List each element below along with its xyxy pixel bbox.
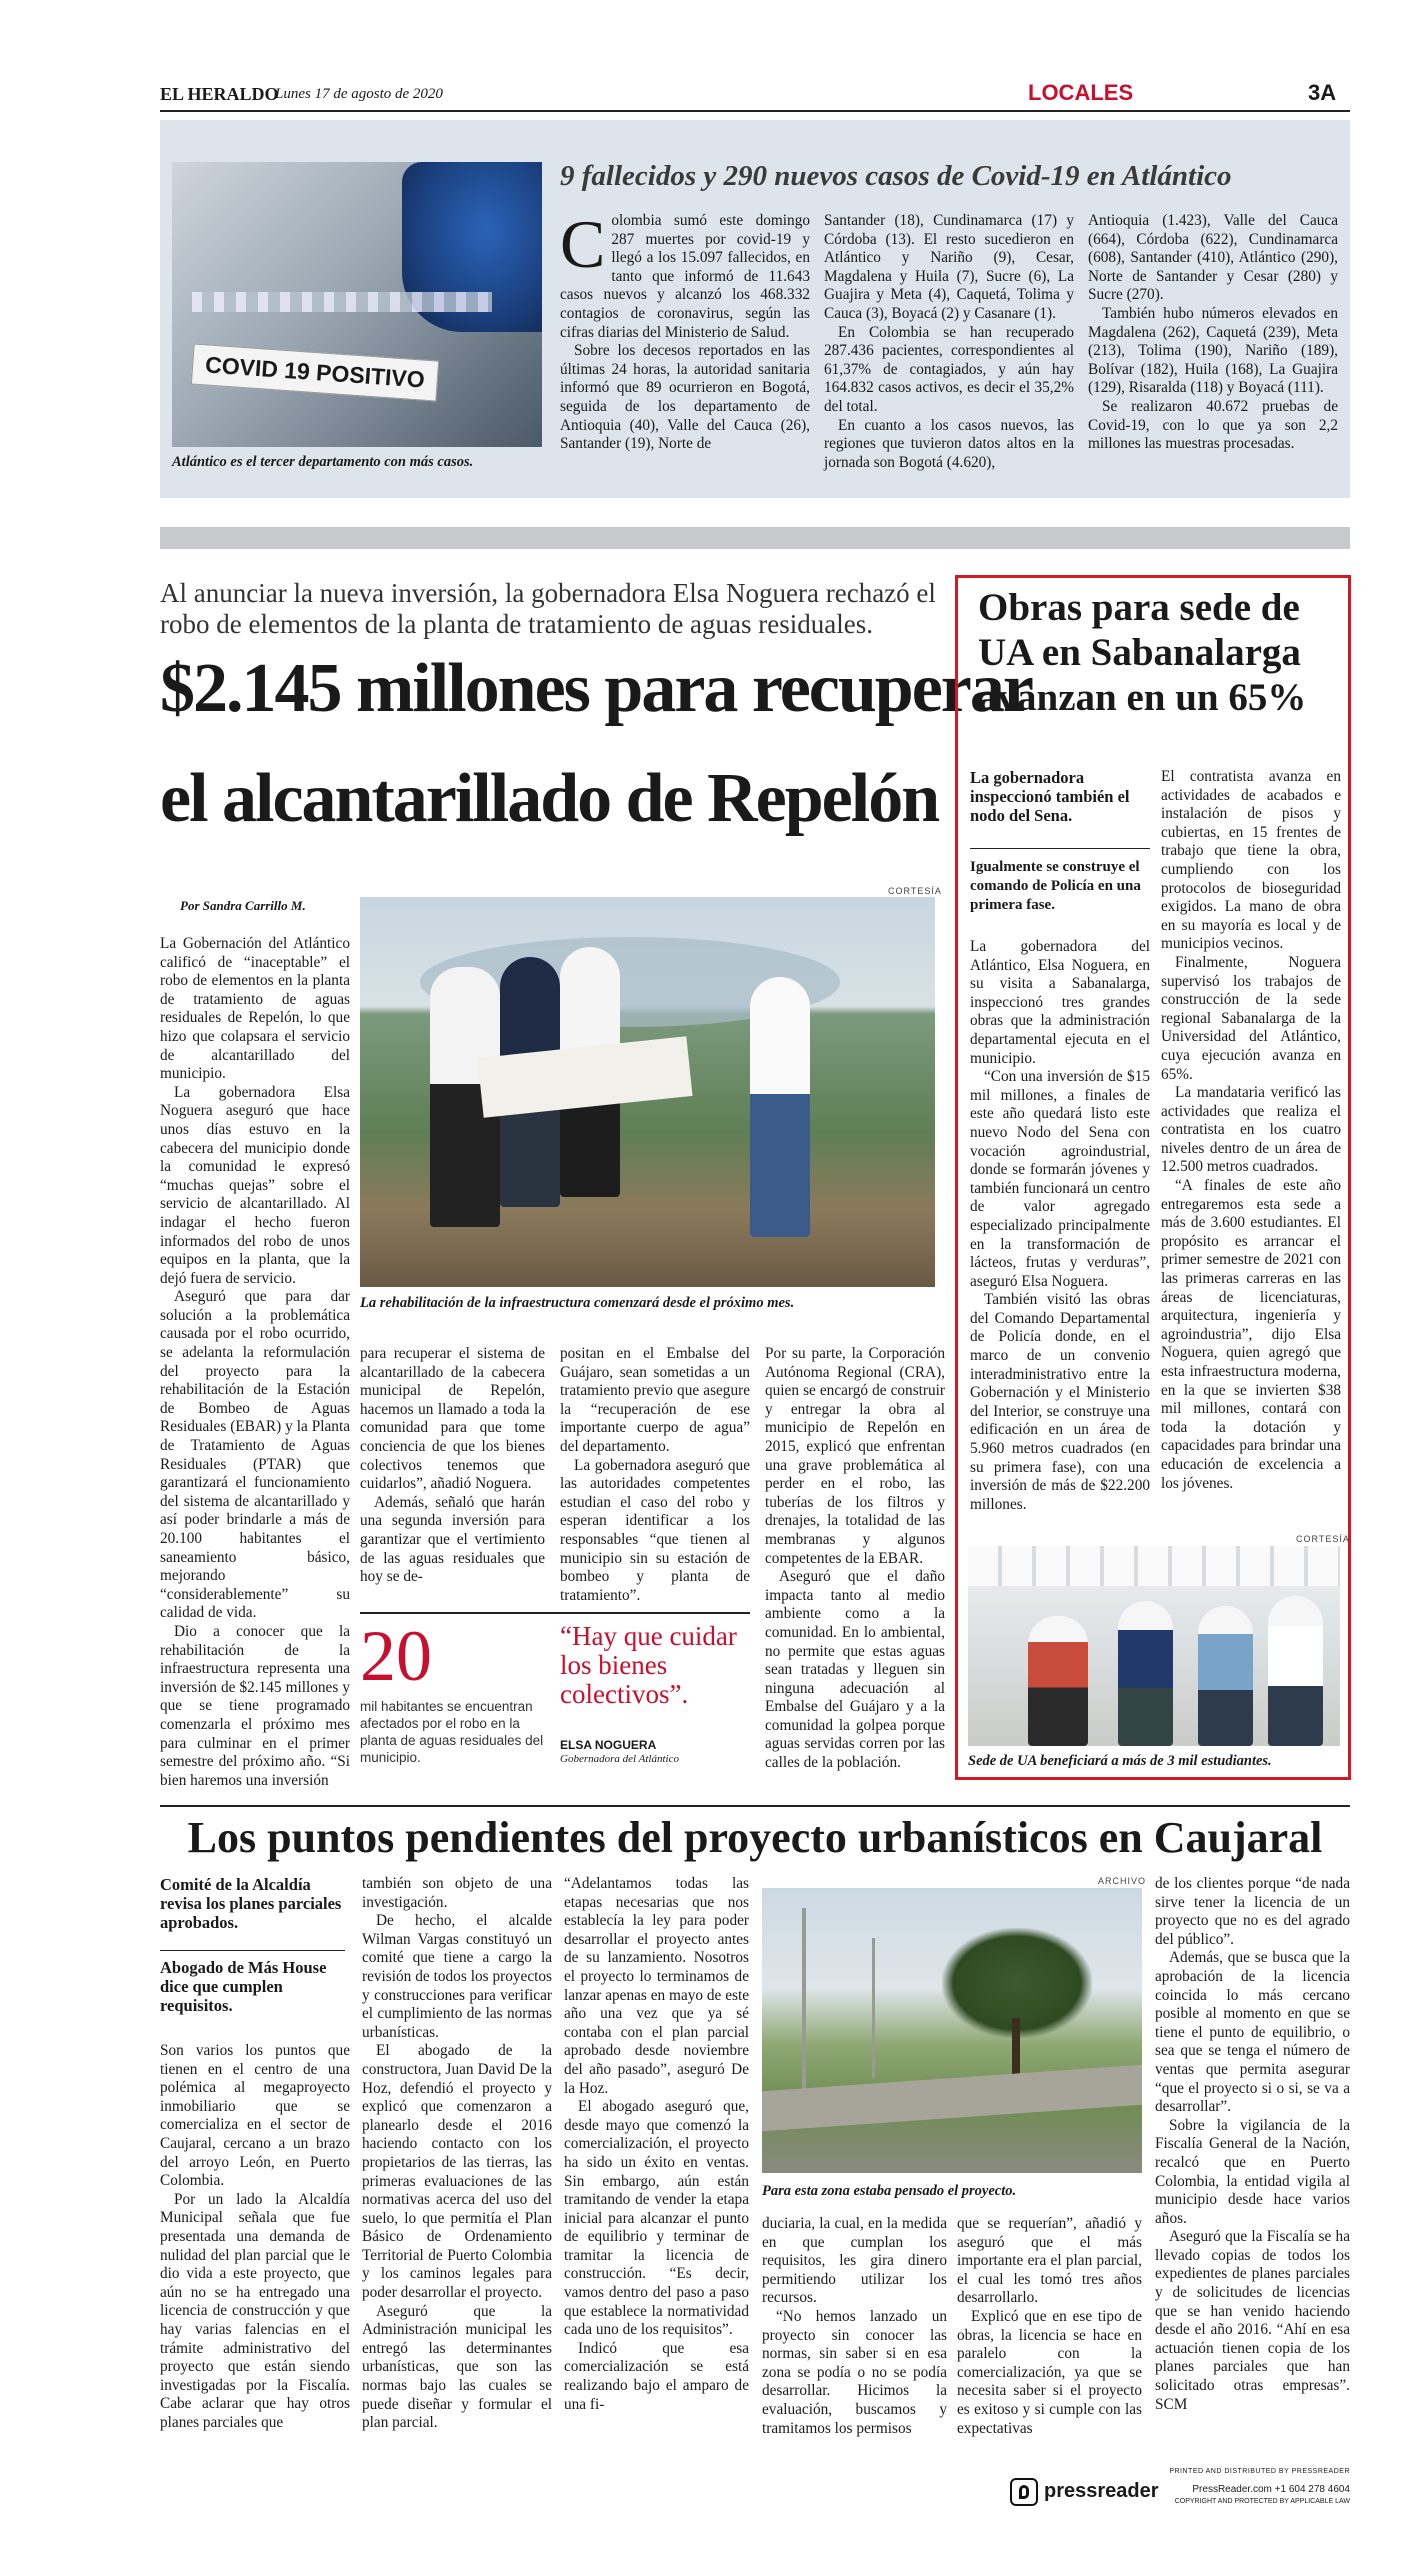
caujaral-caption: Para esta zona estaba pensado el proyecto. <box>762 2183 1017 2199</box>
ua-kicker-rule <box>970 848 1150 849</box>
page-number: 3A <box>1308 80 1337 105</box>
footer-url[interactable]: PressReader.com +1 604 278 4604 <box>1192 2484 1350 2495</box>
caujaral-col6-p: de los clientes porque “de nada sirve tener la licencia de un proyecto que no es del agrado del público”. <box>1155 1875 1350 1948</box>
covid-box <box>160 120 1350 498</box>
person-d <box>1268 1596 1323 1746</box>
covid-dropcap: C <box>560 206 606 282</box>
issue-date: Lunes 17 de agosto de 2020 <box>275 86 443 102</box>
ua-col2-p: “A finales de este año entregaremos esta sede a más de 3.600 estudiantes. El propósito es arrancar el primer semestre de 2021 con las primeras carreras en las áreas de licenciaturas, arquitectura, ingeniería y agroindustria”, dijo Elsa Noguera, quien agregó que esta infraestructura moderna, en la que se invierten $38 mil millones, contará con toda la dotación y capacidades para brindar una educación de excelencia a los jóvenes. <box>1161 1177 1341 1492</box>
stat-rule <box>360 1612 750 1614</box>
caujaral-col2-p: De hecho, el alcalde Wilman Vargas constituyó un comité que tiene a cargo la revisión de todos los proyectos y construcciones para verificar el cumplimiento de las normas urbanísticas. <box>362 1912 552 2041</box>
footer-printed: PRINTED AND DISTRIBUTED BY PRESSREADER <box>1169 2468 1350 2475</box>
ua-col-1 <box>970 938 1150 1513</box>
covid-col-3 <box>1088 212 1338 492</box>
caujaral-col5-p: que se requerían”, añadió y aseguró que el más importante era el plan parcial, el cual les tomó tres años desarrollarlo. <box>957 2215 1142 2307</box>
caujaral-photo-credit: ARCHIVO <box>1098 1876 1147 1886</box>
repelon-col1-p: La Gobernación del Atlántico calificó de “inaceptable” el robo de elementos en la planta de tratamiento de aguas residuales de Repelón, lo que hizo que colapsara el servicio de alcantarillado del municipio. <box>160 935 350 1083</box>
repelon-col2-p: Además, señaló que harán una segunda inversión para garantizar que el vertimiento de las aguas residuales que hoy se de- <box>360 1493 545 1586</box>
covid-col2-p: En Colombia se han recuperado 287.436 pacientes, correspondientes al 61,37% de contagiados, y aún hay 164.832 casos activos, es decir el 35,2% del total. <box>824 323 1074 415</box>
person-c <box>1198 1606 1253 1746</box>
caujaral-col-6 <box>1155 1875 1350 2443</box>
covid-col1-p: Sobre los decesos reportados en las últimas 24 horas, la autoridad sanitaria informó que 89 ocurrieron en Bogotá, seguida de los departamento de Antioquia (40), Valle del Cauca (26), Santander (19), Norte de <box>560 342 810 453</box>
caujaral-headline: Los puntos pendientes del proyecto urbanísticos en Caujaral <box>187 1813 1323 1862</box>
stat-number: 20 <box>360 1616 432 1696</box>
stat-text: mil habitantes se encuentran afectados por el robo en la planta de aguas residuales del municipio. <box>360 1699 544 1765</box>
repelon-col4-p: Por su parte, la Corporación Autónoma Regional (CRA), quien se encargó de construir y entregar la obra al municipio de Repelón en 2015, explicó que enfrentan una grave problemática al perder en el robo, las tuberías de los filtros y drenajes, la totalidad de las membranas y algunos competentes de la EBAR. <box>765 1345 945 1567</box>
ua-caption: Sede de UA beneficiará a más de 3 mil estudiantes. <box>968 1753 1272 1769</box>
covid-col3-p: También hubo números elevados en Magdalena (262), Caquetá (239), Meta (213), Tolima (190), Nariño (189), Bolívar (182), Huila (168), La Guajira (129), Risaralda (118) y Boyacá (111). <box>1088 304 1338 397</box>
ua-col2-p: El contratista avanza en actividades de acabados e instalación de pisos y cubiertas, en 15 frentes de trabajo que tiene la obra, cumpliendo con los protocolos de bioseguridad exigidos. La mano de obra en su mayoría es local y de municipios vecinos. <box>1161 768 1341 953</box>
person-4 <box>750 977 810 1237</box>
caujaral-kicker-rule <box>160 1950 345 1951</box>
repelon-col-3 <box>560 1345 750 1604</box>
pressreader-footer <box>1010 2468 1350 2512</box>
ua-col2-p: Finalmente, Noguera supervisó los trabajos de construcción de la sede regional Sabanalarga de la Universidad del Atlántico, cuya ejecución avanza en 65%. <box>1161 953 1341 1083</box>
caujaral-col1-p: Por un lado la Alcaldía Municipal señala que fue presentada una demanda de nulidad del plan parcial que le dio vida a este proyecto, que aún no se ha entregado una licencia de construcción y que hay varias falencias en el trámite administrativo del proyecto que están siendo investigadas por la Fiscalía. Cabe aclarar que hay otros planes parciales que <box>160 2190 350 2431</box>
repelon-headline-1: $2.145 millones para recuperar <box>160 650 1032 727</box>
byline: Por Sandra Carrillo M. <box>180 898 306 913</box>
ceiling-shape <box>968 1546 1340 1586</box>
ua-box <box>955 575 1351 1780</box>
repelon-col-2 <box>360 1345 545 1595</box>
repelon-summary: Al anunciar la nueva inversión, la gobernadora Elsa Noguera rechazó el robo de elementos de la planta de tratamiento de aguas residuales. <box>160 578 936 639</box>
covid-col1-p: olombia sumó este domingo 287 muertes por covid-19 y llegó a los 15.097 fallecidos, en tanto que informó de 11.643 casos nuevos y alcanzó los 468.332 contagios de coronavirus, según las cifras diarias del Ministerio de Salud. <box>560 212 810 341</box>
repelon-col4-p: Aseguró que el daño impacta tanto al medio ambiente como a la comunidad. En lo ambiental, no permite que estas aguas sean tratadas y lleguen sin ninguna adecuación al Embalse del Guájaro y a la comunidad la golpea porque aguas servidas corren por las calles de la población. <box>765 1568 945 1772</box>
person-a <box>1028 1616 1088 1746</box>
paper-name: EL HERALDO <box>160 84 279 104</box>
caujaral-col3-p: Indicó que esa comercialización se está realizando bajo el amparo de una fi- <box>564 2339 749 2413</box>
covid-col-1 <box>560 206 810 492</box>
caujaral-col-2 <box>362 1875 552 2443</box>
caujaral-col-1 <box>160 2042 350 2442</box>
ua-col1-p: “Con una inversión de $15 mil millones, a finales de este año quedará listo este nuevo Nodo del Sena con vocación agroindustrial, donde se formarán jóvenes y también funcionará un centro de valor agregado especializado principalmente en la transformación de lácteos, frutas y verduras”, aseguró Elsa Noguera. <box>970 1068 1150 1290</box>
ua-photo <box>968 1546 1340 1746</box>
covid-col3-p: Se realizaron 40.672 pruebas de Covid-19, con lo que ya son 2,2 millones las muestras procesadas. <box>1088 397 1338 453</box>
quote-role: Gobernadora del Atlántico <box>560 1753 679 1765</box>
pole-2 <box>872 1938 875 2078</box>
footer-copyright: COPYRIGHT AND PROTECTED BY APPLICABLE LAW <box>1174 2498 1350 2505</box>
masthead-rule <box>160 110 1350 112</box>
caujaral-kicker-1: Comité de la Alcaldía revisa los planes parciales aprobados. <box>160 1875 342 1932</box>
covid-headline: 9 fallecidos y 290 nuevos casos de Covid-19 en Atlántico <box>560 160 1232 192</box>
ua-col1-p: También visitó las obras del Comando Departamental de Policía donde, en el marco de un convenio interadministrativo entre la Gobernación y el Ministerio del Interior, se construye una edificación en un área de 5.960 metros cuadrados (en su primera fase), con una inversión de más de $22.200 millones. <box>970 1291 1150 1513</box>
covid-col3-p: Antioquia (1.423), Valle del Cauca (664), Córdoba (622), Cundinamarca (608), Santander (410), Atlántico (290), Norte de Santander y Cesar (280) y Sucre (270). <box>1088 212 1338 304</box>
repelon-col3-p: positan en el Embalse del Guájaro, sean sometidas a un tratamiento previo que asegure la “recuperación de ese importante cuerpo de agua” del departamento. <box>560 1345 750 1455</box>
repelon-caption: La rehabilitación de la infraestructura comenzará desde el próximo mes. <box>360 1295 795 1311</box>
repelon-photo <box>360 897 935 1287</box>
repelon-col1-p: Aseguró que para dar solución a la problemática causada por el robo ocurrido, se adelanta la reformulación del proyecto para la rehabilitación de la Estación de Bombeo de Aguas Residuales (EBAR) y la Planta de Tratamiento de Aguas Residuales (PTAR) que garantizará el funcionamiento del sistema de alcantarillado y así poder brindarle a más de 20.100 habitantes el saneamiento básico, mejorando “considerablemente” su calidad de vida. <box>160 1288 350 1622</box>
ua-headline-3: avanzan en un 65% <box>978 676 1307 719</box>
caujaral-col-4 <box>762 2215 947 2443</box>
pole-1 <box>802 1908 806 2098</box>
caujaral-col6-p: Además, que se busca que la aprobación de la licencia coincida lo más cercano posible al momento en que se tiene el punto de equilibrio, o sea que se tenga el número de ventas que permita asegurar “que el proyecto si o si, se va a desarrollar”. <box>1155 1949 1350 2116</box>
ua-col2-p: La mandataria verificó las actividades que realiza el contratista en los cuatro niveles dentro de un área de 12.500 metros cuadrados. <box>1161 1084 1341 1176</box>
caujaral-col-3 <box>564 1875 749 2443</box>
caujaral-col2-p: Aseguró que la Administración municipal les entregó las determinantes urbanísticas, que son las normas bajo las cuales se puede diseñar y formular el plan parcial. <box>362 2302 552 2432</box>
covid-col2-p: En cuanto a los casos nuevos, las regiones que tuvieron datos altos en la jornada son Bogotá (4.620), <box>824 416 1074 471</box>
pressreader-logo-icon <box>1010 2478 1038 2506</box>
repelon-col-4 <box>765 1345 945 1772</box>
section-separator <box>160 527 1350 549</box>
caujaral-col4-p: duciaria, la cual, en la medida en que cumplan los requisitos, les gira dinero permitiendo utilizar los recursos. <box>762 2215 947 2307</box>
caujaral-col3-p: “Adelantamos todas las etapas necesarias que nos establecía la ley para poder desarrollar el proyecto antes de su lanzamiento. Nosotros el proyecto lo terminamos de lanzar apenas en mayo de este año una vez que ya sé contaba con el plan parcial aprobado desde noviembre del año pasado”, aseguró De la Hoz. <box>564 1875 749 2097</box>
caujaral-col5-p: Explicó que en ese tipo de obras, la licencia se hace en paralelo con la comercialización, ya que se necesita saber si el proyecto es exitoso y si cumple con las expectativas <box>957 2307 1142 2437</box>
caujaral-col4-p: “No hemos lanzado un proyecto sin conocer las normas, sin saber si en esa zona se podía o no se podía desarrollar. Hicimos la evaluación, buscamos y tramitamos los permisos <box>762 2307 947 2437</box>
covid-col2-p: Santander (18), Cundinamarca (17) y Córdoba (13). El resto sucedieron en Atlántico y Nariño (9), Cesar, Magdalena y Huila (7), Sucre (6), La Guajira y Meta (4), Caquetá, Tolima y Cauca (3), Boyacá (2) y Casanare (1). <box>824 212 1074 322</box>
person-b <box>1118 1601 1173 1746</box>
ua-col-2 <box>1161 768 1341 1492</box>
repelon-headline-2: el alcantarillado de Repelón <box>160 760 939 837</box>
covid-photo <box>172 162 542 447</box>
caujaral-col-5 <box>957 2215 1142 2443</box>
pressreader-logo-text: pressreader <box>1044 2480 1159 2502</box>
logo-glyph <box>1019 2485 1029 2499</box>
road-shape <box>762 2065 1142 2132</box>
section-label: LOCALES <box>1028 80 1134 105</box>
caujaral-col6-p: Sobre la vigilancia de la Fiscalía General de la Nación, recalcó que en Puerto Colombia, la entidad vigila al municipio desde hace varios años. <box>1155 2116 1350 2227</box>
tubes-shape <box>192 292 492 312</box>
caujaral-col3-p: El abogado aseguró que, desde mayo que comenzó la comercialización, el proyecto ha sido un éxito en ventas. Sin embargo, aún están tramitando de vender la etapa inicial para alcanzar el punto de equilibrio y terminar de tramitar la licencia de construcción. “Es decir, vamos dentro del paso a paso que establece la normatividad cada uno de los requisitos”. <box>564 2098 749 2339</box>
repelon-col1-p: Dio a conocer que la rehabilitación de la infraestructura representa una inversión de $2.145 millones y que se tiene programado comenzarla el próximo mes para culminar en el primer semestre del próximo año. “Si bien haremos una inversión <box>160 1622 350 1789</box>
ua-kicker-2: Igualmente se construye el comando de Policía en una primera fase. <box>970 859 1141 913</box>
caujaral-photo <box>762 1888 1142 2173</box>
ua-col1-p: La gobernadora del Atlántico, Elsa Noguera, en su visita a Sabanalarga, inspeccionó tres grandes obras que la administración departamental ejecuta en el municipio. <box>970 938 1150 1067</box>
ua-headline-2: UA en Sabanalarga <box>978 631 1301 674</box>
caujaral-col6-p: Aseguró que la Fiscalía se ha llevado copias de todos los expedientes de planes parciales y de solicitudes de licencias que se han venido haciendo desde el año 2016. “Ahí en esa actuación tienen copia de los planes parciales que han solicitado otras empresas”. SCM <box>1155 2228 1350 2413</box>
repelon-col3-p: La gobernadora aseguró que las autoridades competentes estudian el caso del robo y esperan identificar a los responsables “que tienen al municipio sin su estación de bombeo y planta de tratamiento”. <box>560 1456 750 1604</box>
caujaral-col2-p: El abogado de la constructora, Juan David De la Hoz, defendió el proyecto y explicó que comenzaron a planearlo desde el 2016 haciendo contacto con los propietarios de las tierras, las primeras evaluaciones de las normativas acerca del uso del suelo, lo que permitía el Plan Básico de Ordenamiento Territorial de Puerto Colombia y los caminos legales para poder desarrollar el proyecto. <box>362 2042 552 2302</box>
covid-col-2 <box>824 212 1074 492</box>
ua-kicker-1: La gobernadora inspeccionó también el nodo del Sena. <box>970 768 1130 825</box>
quote-name: ELSA NOGUERA <box>560 1738 657 1752</box>
repelon-col2-p: para recuperar el sistema de alcantarillado de la cabecera municipal de Repelón, hacemos un llamado a toda la comunidad para que tome conciencia de que los bienes colectivos tenemos que cuidarlos”, añadió Noguera. <box>360 1345 545 1493</box>
repelon-col1-p: La gobernadora Elsa Noguera aseguró que hace unos días estuvo en la cabecera del municipio donde la comunidad le expresó “muchas quejas” sobre el servicio de alcantarillado. Al indagar el hecho fueron informados del robo de unos equipos en la planta, que la dejó fuera de servicio. <box>160 1083 350 1287</box>
repelon-photo-credit: CORTESÍA <box>888 886 942 896</box>
covid-label: COVID 19 POSITIVO <box>191 343 439 401</box>
ua-photo-credit: CORTESÍA <box>1296 1534 1350 1544</box>
ua-headline-1: Obras para sede de <box>978 586 1300 629</box>
caujaral-top-rule <box>160 1805 1350 1807</box>
caujaral-col1-p: Son varios los puntos que tienen en el centro de una polémica al megaproyecto inmobiliario que se comercializa en el sector de Caujaral, cercano a un brazo del arroyo León, en Puerto Colombia. <box>160 2042 350 2190</box>
caujaral-kicker-2: Abogado de Más House dice que cumplen requisitos. <box>160 1958 327 2015</box>
repelon-col-1 <box>160 935 350 1789</box>
caujaral-col2-p: también son objeto de una investigación. <box>362 1875 552 1911</box>
covid-caption: Atlántico es el tercer departamento con más casos. <box>172 454 474 470</box>
pull-quote: “Hay que cuidar los bienes colectivos”. <box>560 1621 737 1709</box>
